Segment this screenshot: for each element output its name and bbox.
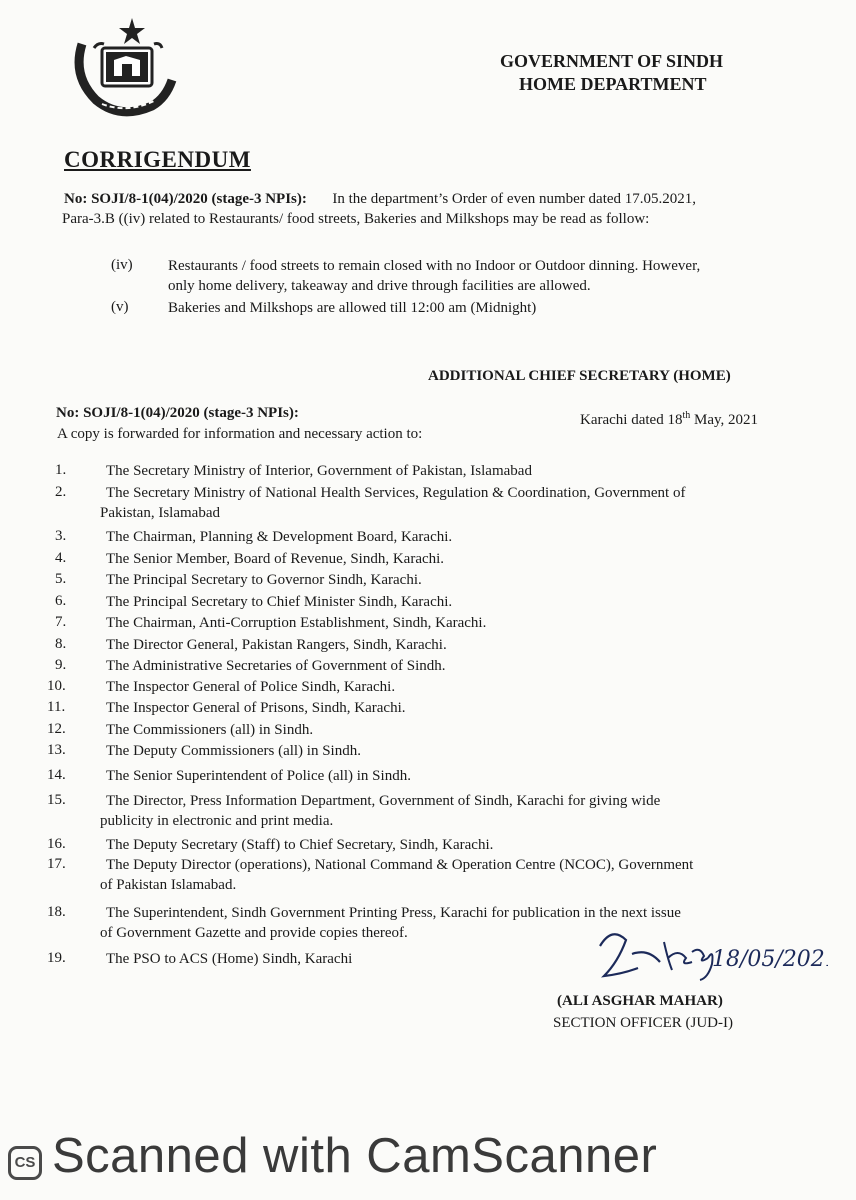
- corrigendum-ref-no: No: SOJI/8-1(04)/2020 (stage-3 NPIs):: [64, 191, 307, 207]
- distribution-recipient: The Principal Secretary to Chief Minister Sindh, Karachi.: [106, 594, 453, 610]
- distribution-number: 12.: [47, 721, 66, 737]
- distribution-number: 15.: [47, 792, 66, 808]
- distribution-recipient: The Secretary Ministry of Interior, Government of Pakistan, Islamabad: [106, 463, 532, 479]
- distribution-recipient: The Deputy Secretary (Staff) to Chief Secretary, Sindh, Karachi.: [106, 837, 494, 853]
- issue-date: [580, 406, 758, 430]
- corrigendum-intro-line2: Para-3.B ((iv) related to Restaurants/ food streets, Bakeries and Milkshops may be read as follow:: [62, 211, 650, 227]
- distribution-recipient-continued: of Pakistan Islamabad.: [100, 877, 237, 893]
- distribution-recipient: The Inspector General of Prisons, Sindh, Karachi.: [106, 700, 406, 716]
- corrigendum-item-number: (v): [111, 299, 129, 315]
- distribution-recipient: The Director, Press Information Department, Government of Sindh, Karachi for giving wide: [106, 793, 661, 809]
- distribution-recipient: The Principal Secretary to Governor Sindh, Karachi.: [106, 572, 422, 588]
- distribution-number: 13.: [47, 742, 66, 758]
- distribution-number: 6.: [55, 593, 67, 609]
- scanner-watermark: Scanned with CamScanner: [52, 1129, 658, 1183]
- distribution-number: 5.: [55, 571, 67, 587]
- distribution-recipient: The Senior Superintendent of Police (all) in Sindh.: [106, 768, 411, 784]
- distribution-number: 19.: [47, 950, 66, 966]
- corrigendum-item-text: only home delivery, takeaway and drive through facilities are allowed.: [168, 278, 591, 294]
- distribution-number: 1.: [55, 462, 67, 478]
- distribution-number: 7.: [55, 614, 67, 630]
- distribution-number: 9.: [55, 657, 67, 673]
- distribution-number: 18.: [47, 904, 66, 920]
- camscanner-icon: CS: [8, 1146, 42, 1180]
- department-heading: HOME DEPARTMENT: [519, 74, 707, 94]
- distribution-recipient: The Senior Member, Board of Revenue, Sindh, Karachi.: [106, 551, 445, 567]
- distribution-recipient: The PSO to ACS (Home) Sindh, Karachi: [106, 951, 353, 967]
- distribution-recipient: The Chairman, Anti-Corruption Establishment, Sindh, Karachi.: [106, 615, 487, 631]
- distribution-recipient-continued: Pakistan, Islamabad: [100, 505, 220, 521]
- distribution-number: 2.: [55, 484, 67, 500]
- sindh-emblem-logo: [68, 14, 180, 118]
- corrigendum-intro-line1: [64, 190, 696, 209]
- distribution-number: 8.: [55, 636, 67, 652]
- distribution-recipient: The Director General, Pakistan Rangers, Sindh, Karachi.: [106, 637, 447, 653]
- distribution-number: 4.: [55, 550, 67, 566]
- issue-date-prefix: Karachi dated 18: [580, 412, 683, 428]
- distribution-number: 14.: [47, 767, 66, 783]
- distribution-number: 16.: [47, 836, 66, 852]
- distribution-number: 17.: [47, 856, 66, 872]
- government-heading: GOVERNMENT OF SINDH: [500, 51, 724, 71]
- corrigendum-intro-text: In the department’s Order of even number dated 17.05.2021,: [332, 191, 697, 207]
- distribution-recipient: The Deputy Commissioners (all) in Sindh.: [106, 743, 361, 759]
- issue-date-suffix: May, 2021: [690, 412, 759, 428]
- issue-date-ordinal: th: [682, 410, 691, 421]
- signatory-name: (ALI ASGHAR MAHAR): [557, 993, 723, 1009]
- signatory-designation: SECTION OFFICER (JUD-I): [553, 1015, 733, 1031]
- distribution-recipient: The Deputy Director (operations), National Command & Operation Centre (NCOC), Government: [106, 857, 694, 873]
- distribution-recipient-continued: of Government Gazette and provide copies thereof.: [100, 925, 408, 941]
- corrigendum-item-number: (iv): [111, 257, 133, 273]
- corrigendum-item-text: Restaurants / food streets to remain closed with no Indoor or Outdoor dinning. However,: [168, 258, 701, 274]
- handwritten-signature: [588, 918, 828, 990]
- document-title: CORRIGENDUM: [64, 147, 251, 172]
- distribution-recipient: The Inspector General of Police Sindh, Karachi.: [106, 679, 396, 695]
- distribution-recipient: The Secretary Ministry of National Health Services, Regulation & Coordination, Government of: [106, 485, 686, 501]
- distribution-recipient: The Superintendent, Sindh Government Printing Press, Karachi for publication in the next issue: [106, 905, 681, 921]
- signature-date: 18/05/2021: [712, 947, 828, 972]
- distribution-number: 10.: [47, 678, 66, 694]
- issuing-authority: ADDITIONAL CHIEF SECRETARY (HOME): [428, 368, 731, 384]
- distribution-number: 3.: [55, 528, 67, 544]
- distribution-recipient-continued: publicity in electronic and print media.: [100, 813, 334, 829]
- forward-text: A copy is forwarded for information and necessary action to:: [57, 426, 423, 442]
- distribution-recipient: The Commissioners (all) in Sindh.: [106, 722, 314, 738]
- corrigendum-item-text: Bakeries and Milkshops are allowed till 12:00 am (Midnight): [168, 300, 537, 316]
- distribution-recipient: The Chairman, Planning & Development Board, Karachi.: [106, 529, 453, 545]
- copy-ref-no: No: SOJI/8-1(04)/2020 (stage-3 NPIs):: [56, 405, 299, 421]
- distribution-recipient: The Administrative Secretaries of Government of Sindh.: [106, 658, 446, 674]
- distribution-number: 11.: [47, 699, 66, 715]
